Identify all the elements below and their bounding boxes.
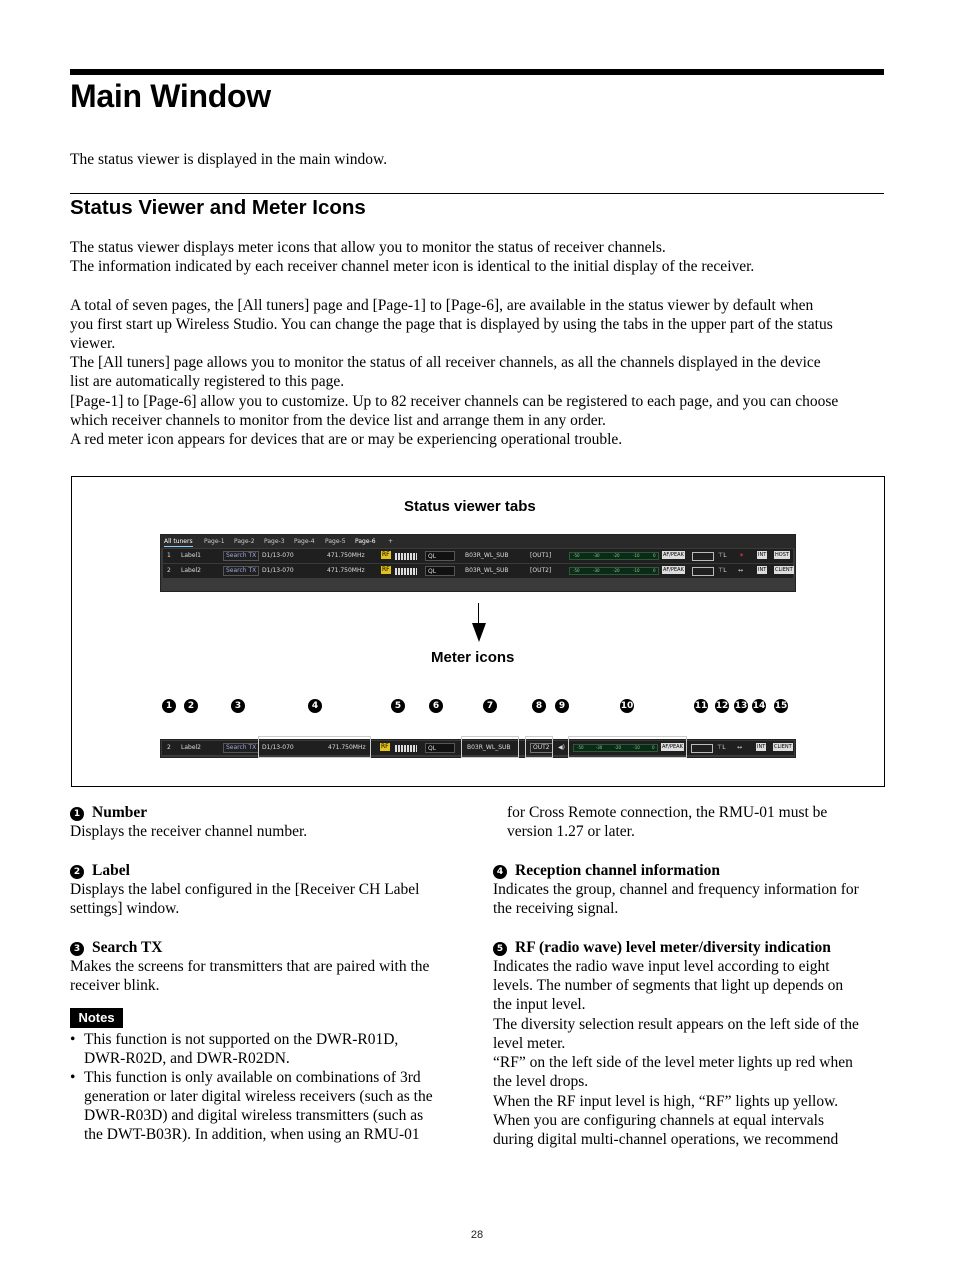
rf-indicator: RF — [381, 743, 389, 750]
highlight-box-10 — [568, 736, 687, 758]
alert-icon: ✶ — [739, 552, 745, 559]
search-tx-button[interactable]: Search TX — [223, 551, 259, 561]
paragraph-line: A total of seven pages, the [All tuners] page and [Page-1] to [Page-6], are available in the status viewer by default when — [70, 297, 814, 314]
callout-9: 9 — [555, 699, 569, 713]
channel-number: 1 — [167, 552, 171, 559]
meter-icon-row[interactable] — [163, 549, 793, 563]
meter-scale-label: -20 — [613, 553, 620, 558]
meter-scale-label: 0 — [653, 553, 656, 558]
meter-scale-label: 0 — [652, 745, 655, 750]
callout-12: 12 — [715, 701, 729, 711]
channel-number: 2 — [167, 567, 171, 574]
callout-10: 10 — [620, 701, 634, 711]
item-3-heading: 3 Search TX — [70, 938, 162, 957]
item-5-text: The diversity selection result appears on the left side of the — [493, 1016, 859, 1033]
link-icon: ↔ — [737, 744, 743, 751]
callout-15: 15 — [774, 701, 788, 711]
item-5-text: When the RF input level is high, “RF” lights up yellow. — [493, 1093, 839, 1110]
item-5-text: the input level. — [493, 996, 586, 1013]
speaker-icon: ◀) — [558, 744, 565, 751]
paragraph-line: list are automatically registered to this page. — [70, 373, 345, 390]
frequency: 471.750MHz — [327, 567, 365, 574]
highlight-box-4 — [258, 736, 371, 758]
arrow-down-icon — [472, 623, 486, 642]
item-4-text: the receiving signal. — [493, 900, 619, 917]
ql-field — [425, 743, 455, 753]
item-5-text: When you are configuring channels at equal intervals — [493, 1112, 824, 1129]
page-title: Main Window — [70, 78, 271, 114]
tab-page-2[interactable]: Page-2 — [234, 538, 255, 545]
item-5-text: level meter. — [493, 1035, 566, 1052]
antenna-icon: ⊤L — [718, 552, 727, 559]
group-channel: D1/13-070 — [262, 567, 294, 574]
search-tx-button[interactable]: Search TX — [223, 566, 259, 576]
mute-icon: INT — [758, 552, 767, 558]
arrow-line — [478, 603, 479, 625]
af-peak-indicator: AF/PEAK — [663, 567, 684, 573]
callout-6: 6 — [429, 699, 443, 713]
meter-scale-label: -50 — [577, 745, 584, 750]
channel-label: Label2 — [181, 744, 202, 751]
item-4-heading: 4 Reception channel information — [493, 861, 720, 880]
host-client-indicator: HOST — [775, 552, 789, 558]
section-rule — [70, 193, 884, 194]
tab-all-tuners[interactable]: All tuners — [164, 538, 193, 545]
paragraph-line: [Page-1] to [Page-6] allow you to customize. Up to 82 receiver channels can be registered to each page, and you can choose — [70, 393, 839, 410]
output-number: [OUT2] — [530, 567, 552, 574]
battery-icon — [692, 567, 714, 576]
item-1-heading: 1 Number — [70, 803, 147, 822]
ql-field — [425, 566, 455, 576]
callout-2: 2 — [184, 699, 198, 713]
link-icon: ↔ — [738, 567, 744, 574]
tab-add[interactable]: + — [388, 538, 394, 545]
bullet-number-1: 1 — [70, 807, 84, 821]
channel-label: Label2 — [181, 567, 202, 574]
tab-page-1[interactable]: Page-1 — [204, 538, 225, 545]
callout-5: 5 — [391, 699, 405, 713]
paragraph-line: A red meter icon appears for devices that are or may be experiencing operational trouble. — [70, 431, 623, 448]
battery-icon — [691, 744, 713, 753]
af-peak-indicator: AF/PEAK — [663, 552, 684, 558]
notes-label: Notes — [70, 1008, 123, 1028]
af-peak-indicator: AF/PEAK — [662, 744, 683, 750]
meter-scale-label: -20 — [613, 568, 620, 573]
callout-1: 1 — [162, 699, 176, 713]
bullet-number-4: 4 — [493, 865, 507, 879]
tab-bar — [161, 535, 795, 548]
channel-label: Label1 — [181, 552, 202, 559]
status-viewer — [160, 534, 796, 592]
frequency: 471.750MHz — [327, 552, 365, 559]
frequency: 471.750MHz — [328, 744, 366, 751]
af-level-meter — [569, 552, 659, 560]
callout-4: 4 — [308, 699, 322, 713]
note-continued-text: version 1.27 or later. — [507, 823, 635, 840]
item-3-text: receiver blink. — [70, 977, 160, 994]
paragraph-line: The status viewer displays meter icons that allow you to monitor the status of receiver channels. — [70, 239, 666, 256]
transmitter-name: B03R_WL_SUB — [465, 552, 509, 559]
meter-scale-label: -10 — [633, 568, 640, 573]
output-number: OUT2 — [530, 743, 553, 753]
transmitter-name: B03R_WL_SUB — [465, 567, 509, 574]
ql-label: QL — [428, 745, 437, 752]
rf-indicator: RF — [382, 566, 390, 573]
highlight-box-8 — [525, 736, 553, 758]
bullet-number-5: 5 — [493, 942, 507, 956]
meter-scale-label: 0 — [653, 568, 656, 573]
item-5-text: the level drops. — [493, 1073, 589, 1090]
rf-level-meter — [395, 745, 417, 752]
meter-scale-label: -50 — [573, 553, 580, 558]
item-5-text: during digital multi-channel operations, we recommend — [493, 1131, 839, 1148]
paragraph-line: The [All tuners] page allows you to monitor the status of all receiver channels, as all the channels displayed in the device — [70, 354, 821, 371]
transmitter-name: B03R_WL_SUB — [467, 744, 511, 751]
meter-scale-label: -50 — [573, 568, 580, 573]
status-viewer-tabs-caption: Status viewer tabs — [404, 498, 536, 515]
tab-page-4[interactable]: Page-4 — [294, 538, 315, 545]
host-client-indicator: CLIENT — [775, 567, 793, 573]
callout-13: 13 — [734, 701, 748, 711]
mute-icon: INT — [758, 567, 767, 573]
antenna-icon: ⊤L — [717, 744, 726, 751]
bullet-number-3: 3 — [70, 942, 84, 956]
tab-page-5[interactable]: Page-5 — [325, 538, 346, 545]
rf-level-meter — [395, 553, 417, 560]
meter-scale-label: -30 — [593, 553, 600, 558]
intro-text: The status viewer is displayed in the main window. — [70, 151, 388, 168]
meter-scale-label: -30 — [593, 568, 600, 573]
item-5-text: Indicates the radio wave input level according to eight — [493, 958, 830, 975]
item-2-heading: 2 Label — [70, 861, 130, 880]
group-channel: D1/13-070 — [262, 744, 294, 751]
bullet-number-2: 2 — [70, 865, 84, 879]
rf-indicator: RF — [382, 551, 390, 558]
group-channel: D1/13-070 — [262, 552, 294, 559]
meter-icons-caption: Meter icons — [431, 649, 515, 666]
callout-3: 3 — [231, 699, 245, 713]
rf-level-meter — [395, 568, 417, 575]
highlight-box-7 — [461, 736, 519, 758]
ql-label: QL — [428, 568, 437, 575]
note-continued-text: for Cross Remote connection, the RMU-01 must be — [507, 804, 828, 821]
search-tx-button[interactable]: Search TX — [223, 743, 259, 753]
paragraph-line: you first start up Wireless Studio. You can change the page that is displayed by using the tabs in the upper part of the status — [70, 316, 833, 333]
page-number: 28 — [470, 1229, 484, 1241]
antenna-icon: ⊤L — [718, 567, 727, 574]
callout-14: 14 — [752, 701, 766, 711]
item-1-text: Displays the receiver channel number. — [70, 823, 308, 840]
battery-icon — [692, 552, 714, 561]
item-5-heading: 5 RF (radio wave) level meter/diversity indication — [493, 938, 831, 957]
meter-icon-row[interactable] — [163, 564, 793, 578]
mute-icon: INT — [757, 744, 766, 750]
callout-8: 8 — [532, 699, 546, 713]
section-title: Status Viewer and Meter Icons — [70, 196, 366, 219]
figure-box — [71, 476, 885, 787]
item-2-text: settings] window. — [70, 900, 180, 917]
paragraph-line: viewer. — [70, 335, 116, 352]
ql-field — [425, 551, 455, 561]
ql-label: QL — [428, 553, 437, 560]
callout-7: 7 — [483, 699, 497, 713]
meter-scale-label: -10 — [633, 553, 640, 558]
paragraph-line: which receiver channels to monitor from the device list and arrange them in any order. — [70, 412, 606, 429]
title-rule — [70, 69, 884, 75]
meter-scale-label: -20 — [614, 745, 622, 750]
paragraph-line: The information indicated by each receiver channel meter icon is identical to the initial display of the receiver. — [70, 258, 755, 275]
item-2-text: Displays the label configured in the [Receiver CH Label — [70, 881, 420, 898]
item-4-text: Indicates the group, channel and frequency information for — [493, 881, 859, 898]
tab-page-3[interactable]: Page-3 — [264, 538, 285, 545]
callout-11: 11 — [694, 701, 708, 711]
channel-number: 2 — [167, 744, 171, 751]
meter-scale-label: -10 — [633, 745, 640, 750]
af-level-meter — [569, 567, 659, 575]
item-5-text: “RF” on the left side of the level meter lights up red when — [493, 1054, 853, 1071]
output-number: [OUT1] — [530, 552, 552, 559]
item-3-text: Makes the screens for transmitters that are paired with the — [70, 958, 430, 975]
meter-scale-label: -30 — [595, 745, 603, 750]
host-client-indicator: CLIENT — [774, 744, 792, 750]
item-5-text: levels. The number of segments that light up depends on — [493, 977, 844, 994]
tab-page-6[interactable]: Page-6 — [355, 538, 376, 545]
